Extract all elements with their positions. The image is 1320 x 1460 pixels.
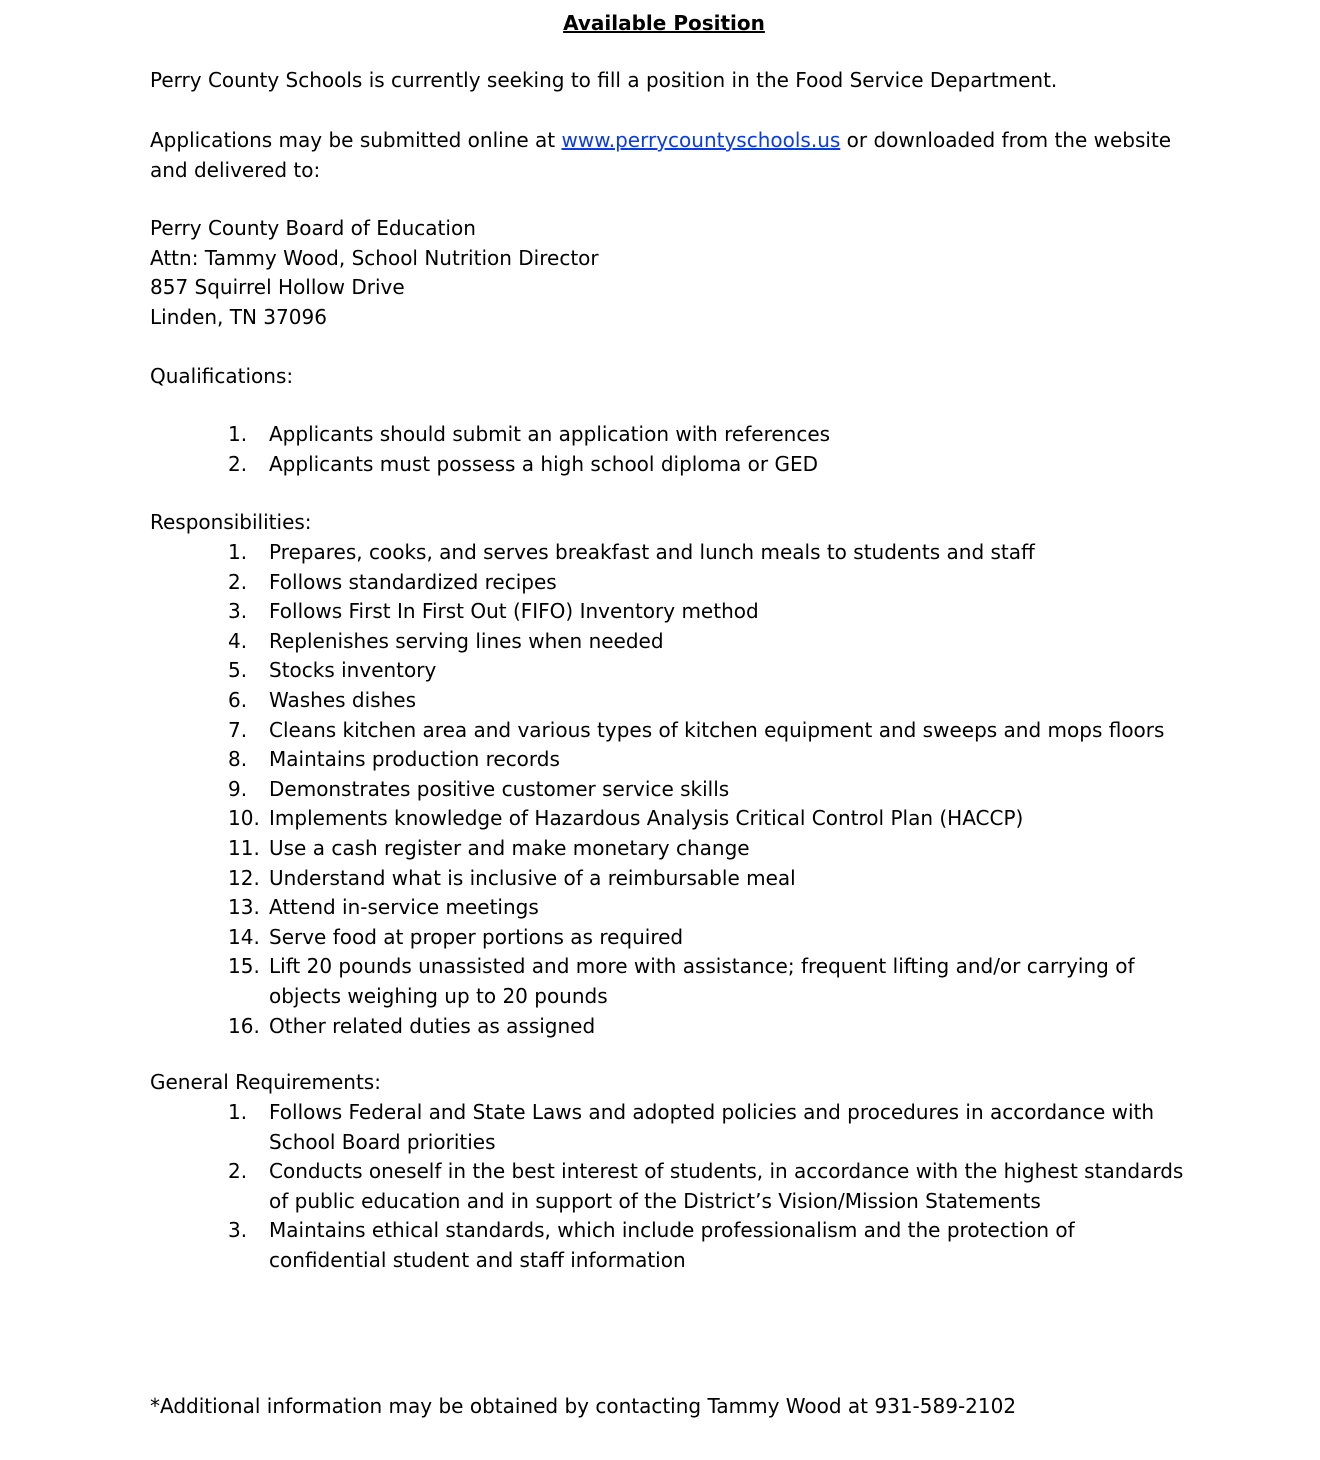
list-item: 2. Follows standardized recipes: [228, 569, 557, 594]
qualifications-list: [150, 420, 1180, 479]
applications-line-1: [150, 126, 1180, 156]
page-title: Available Position: [563, 11, 765, 35]
list-item: 3. Follows First In First Out (FIFO) Inventory method: [228, 599, 759, 624]
applications-line-2: and delivered to:: [150, 157, 321, 182]
mailing-address: [150, 214, 1180, 332]
website-link[interactable]: www.perrycountyschools.us: [561, 128, 841, 152]
applications-text-before: Applications may be submitted online at: [150, 128, 562, 152]
list-item: 5. Stocks inventory: [228, 658, 437, 683]
list-item: 12. Understand what is inclusive of a reimbursable meal: [228, 865, 796, 890]
address-line-3: 857 Squirrel Hollow Drive: [150, 275, 405, 300]
general-requirements-heading: General Requirements:: [150, 1070, 381, 1094]
responsibilities-list: [150, 538, 1180, 1041]
responsibilities-heading: Responsibilities:: [150, 510, 312, 534]
list-item: 8. Maintains production records: [228, 747, 560, 772]
list-item: 1. Applicants should submit an application with references: [228, 422, 831, 446]
list-item: 2. Applicants must possess a high school diploma or GED: [228, 451, 819, 476]
list-item: 15. Lift 20 pounds unassisted and more with assistance; frequent lifting and/or carrying of objects weighing up to 20 pounds: [228, 954, 1135, 1008]
address-line-4: Linden, TN 37096: [150, 304, 327, 329]
address-line-2: Attn: Tammy Wood, School Nutrition Director: [150, 245, 599, 270]
footer-contact-note: *Additional information may be obtained by contacting Tammy Wood at 931-589-2102: [150, 1394, 1017, 1418]
list-item: 6. Washes dishes: [228, 687, 417, 712]
list-item: 3. Maintains ethical standards, which include professionalism and the protection of confidential student and staff information: [228, 1218, 1075, 1272]
address-line-1: Perry County Board of Education: [150, 216, 476, 240]
general-requirements-list: [150, 1098, 1184, 1276]
list-item: 11. Use a cash register and make monetary change: [228, 835, 750, 860]
intro-paragraph: Perry County Schools is currently seeking to fill a position in the Food Service Department.: [150, 68, 1058, 92]
list-item: 10. Implements knowledge of Hazardous Analysis Critical Control Plan (HACCP): [228, 806, 1024, 831]
list-item: 1. Follows Federal and State Laws and adopted policies and procedures in accordance with School Board priorities: [228, 1100, 1155, 1154]
qualifications-heading: Qualifications:: [150, 364, 294, 388]
applications-paragraph: [150, 126, 1180, 185]
list-item: 9. Demonstrates positive customer service skills: [228, 776, 730, 801]
list-item: 7. Cleans kitchen area and various types of kitchen equipment and sweeps and mops floors: [228, 717, 1165, 742]
list-item: 1. Prepares, cooks, and serves breakfast and lunch meals to students and staff: [228, 540, 1035, 564]
list-item: 2. Conducts oneself in the best interest of students, in accordance with the highest standards of public education and in support of the District’s Vision/Mission Statements: [228, 1159, 1184, 1213]
list-item: 13. Attend in-service meetings: [228, 895, 539, 920]
applications-text-after: or downloaded from the website: [840, 128, 1172, 152]
list-item: 4. Replenishes serving lines when needed: [228, 628, 664, 653]
list-item: 14. Serve food at proper portions as required: [228, 924, 684, 949]
list-item: 16. Other related duties as assigned: [228, 1013, 596, 1038]
